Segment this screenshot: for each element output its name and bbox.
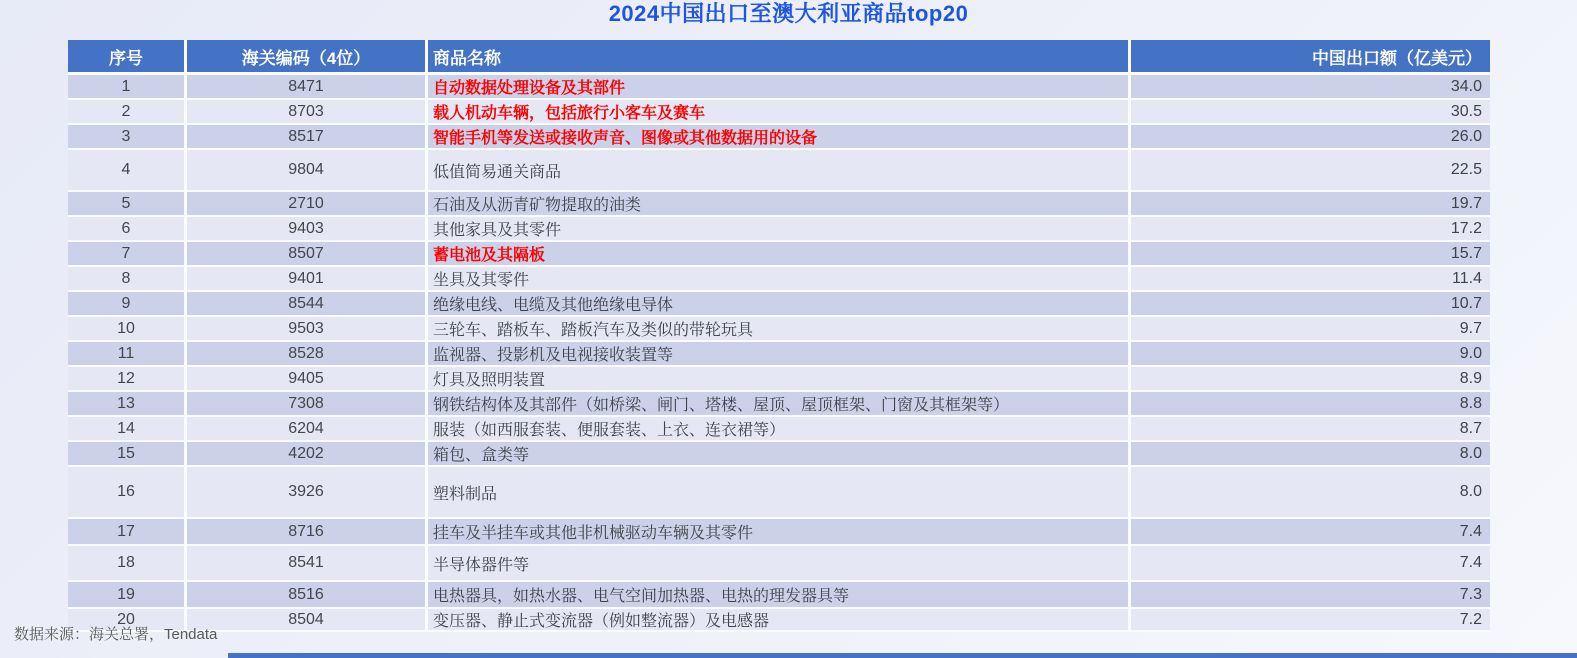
export-value-cell: 8.0 xyxy=(1131,442,1490,465)
table-row xyxy=(68,292,1490,315)
export-value-cell: 8.0 xyxy=(1131,467,1490,517)
hs-code-cell: 8544 xyxy=(187,292,425,315)
product-name-cell: 箱包、盒类等 xyxy=(428,442,1128,465)
rank-cell: 4 xyxy=(68,150,184,190)
product-name-cell: 电热器具，如热水器、电气空间加热器、电热的理发器具等 xyxy=(428,582,1128,607)
product-name-cell: 自动数据处理设备及其部件 xyxy=(428,75,1128,98)
column-header-rank: 序号 xyxy=(68,40,184,72)
table-row xyxy=(68,609,1490,630)
hs-code-cell: 9405 xyxy=(187,367,425,390)
hs-code-cell: 7308 xyxy=(187,392,425,415)
product-name-cell: 其他家具及其零件 xyxy=(428,217,1128,240)
hs-code-cell: 9503 xyxy=(187,317,425,340)
table-row xyxy=(68,442,1490,465)
export-value-cell: 15.7 xyxy=(1131,242,1490,265)
table-row xyxy=(68,546,1490,580)
table-row xyxy=(68,467,1490,517)
rank-cell: 5 xyxy=(68,192,184,215)
table-row xyxy=(68,267,1490,290)
hs-code-cell: 8507 xyxy=(187,242,425,265)
rank-cell: 18 xyxy=(68,546,184,580)
product-name-cell: 坐具及其零件 xyxy=(428,267,1128,290)
table-row xyxy=(68,342,1490,365)
hs-code-cell: 4202 xyxy=(187,442,425,465)
hs-code-cell: 3926 xyxy=(187,467,425,517)
rank-cell: 12 xyxy=(68,367,184,390)
export-value-cell: 19.7 xyxy=(1131,192,1490,215)
product-name-cell: 变压器、静止式变流器（例如整流器）及电感器 xyxy=(428,609,1128,630)
table-body xyxy=(68,75,1490,630)
rank-cell: 16 xyxy=(68,467,184,517)
export-value-cell: 8.9 xyxy=(1131,367,1490,390)
product-name-cell: 灯具及照明装置 xyxy=(428,367,1128,390)
rank-cell: 9 xyxy=(68,292,184,315)
product-name-cell: 服装（如西服套装、便服套装、上衣、连衣裙等） xyxy=(428,417,1128,440)
data-source-note: 数据来源：海关总署，Tendata xyxy=(14,626,218,643)
rank-cell: 6 xyxy=(68,217,184,240)
product-name-cell: 蓄电池及其隔板 xyxy=(428,242,1128,265)
rank-cell: 15 xyxy=(68,442,184,465)
rank-cell: 1 xyxy=(68,75,184,98)
table-row xyxy=(68,417,1490,440)
product-name-cell: 监视器、投影机及电视接收装置等 xyxy=(428,342,1128,365)
table-row xyxy=(68,242,1490,265)
export-value-cell: 11.4 xyxy=(1131,267,1490,290)
export-value-cell: 9.0 xyxy=(1131,342,1490,365)
rank-cell: 14 xyxy=(68,417,184,440)
column-header-hs-code: 海关编码（4位） xyxy=(187,40,425,72)
table-row xyxy=(68,317,1490,340)
product-name-cell: 半导体器件等 xyxy=(428,546,1128,580)
table-row xyxy=(68,125,1490,148)
product-name-cell: 载人机动车辆，包括旅行小客车及赛车 xyxy=(428,100,1128,123)
export-value-cell: 30.5 xyxy=(1131,100,1490,123)
table-header-row xyxy=(68,40,1490,72)
hs-code-cell: 9403 xyxy=(187,217,425,240)
hs-code-cell: 8703 xyxy=(187,100,425,123)
hs-code-cell: 8541 xyxy=(187,546,425,580)
export-value-cell: 10.7 xyxy=(1131,292,1490,315)
hs-code-cell: 6204 xyxy=(187,417,425,440)
export-value-cell: 9.7 xyxy=(1131,317,1490,340)
table-row xyxy=(68,192,1490,215)
export-value-cell: 17.2 xyxy=(1131,217,1490,240)
column-header-product-name: 商品名称 xyxy=(428,40,1128,72)
hs-code-cell: 8516 xyxy=(187,582,425,607)
table-row xyxy=(68,519,1490,544)
rank-cell: 10 xyxy=(68,317,184,340)
table-row xyxy=(68,150,1490,190)
product-name-cell: 钢铁结构体及其部件（如桥梁、闸门、塔楼、屋顶、屋顶框架、门窗及其框架等） xyxy=(428,392,1128,415)
export-value-cell: 34.0 xyxy=(1131,75,1490,98)
hs-code-cell: 8504 xyxy=(187,609,425,630)
hs-code-cell: 8528 xyxy=(187,342,425,365)
product-name-cell: 低值简易通关商品 xyxy=(428,150,1128,190)
hs-code-cell: 9401 xyxy=(187,267,425,290)
product-name-cell: 三轮车、踏板车、踏板汽车及类似的带轮玩具 xyxy=(428,317,1128,340)
table-row xyxy=(68,582,1490,607)
table-row xyxy=(68,75,1490,98)
table-row xyxy=(68,392,1490,415)
rank-cell: 13 xyxy=(68,392,184,415)
column-header-export-value: 中国出口额（亿美元） xyxy=(1131,40,1490,72)
table-row xyxy=(68,367,1490,390)
hs-code-cell: 8517 xyxy=(187,125,425,148)
rank-cell: 2 xyxy=(68,100,184,123)
rank-cell: 8 xyxy=(68,267,184,290)
hs-code-cell: 2710 xyxy=(187,192,425,215)
rank-cell: 11 xyxy=(68,342,184,365)
rank-cell: 19 xyxy=(68,582,184,607)
product-name-cell: 石油及从沥青矿物提取的油类 xyxy=(428,192,1128,215)
hs-code-cell: 8471 xyxy=(187,75,425,98)
product-name-cell: 绝缘电线、电缆及其他绝缘电导体 xyxy=(428,292,1128,315)
hs-code-cell: 8716 xyxy=(187,519,425,544)
bottom-accent-bar xyxy=(228,653,1577,658)
product-name-cell: 挂车及半挂车或其他非机械驱动车辆及其零件 xyxy=(428,519,1128,544)
product-name-cell: 智能手机等发送或接收声音、图像或其他数据用的设备 xyxy=(428,125,1128,148)
rank-cell: 17 xyxy=(68,519,184,544)
rank-cell: 7 xyxy=(68,242,184,265)
table-row xyxy=(68,217,1490,240)
product-name-cell: 塑料制品 xyxy=(428,467,1128,517)
export-value-cell: 8.7 xyxy=(1131,417,1490,440)
rank-cell: 3 xyxy=(68,125,184,148)
export-value-cell: 22.5 xyxy=(1131,150,1490,190)
hs-code-cell: 9804 xyxy=(187,150,425,190)
export-value-cell: 8.8 xyxy=(1131,392,1490,415)
export-value-cell: 7.4 xyxy=(1131,546,1490,580)
export-value-cell: 7.2 xyxy=(1131,609,1490,630)
export-value-cell: 7.4 xyxy=(1131,519,1490,544)
rank-cell: 20 xyxy=(68,609,184,630)
table-row xyxy=(68,100,1490,123)
page-title: 2024中国出口至澳大利亚商品top20 xyxy=(608,1,969,26)
export-top20-table xyxy=(68,40,1490,632)
export-value-cell: 26.0 xyxy=(1131,125,1490,148)
export-value-cell: 7.3 xyxy=(1131,582,1490,607)
